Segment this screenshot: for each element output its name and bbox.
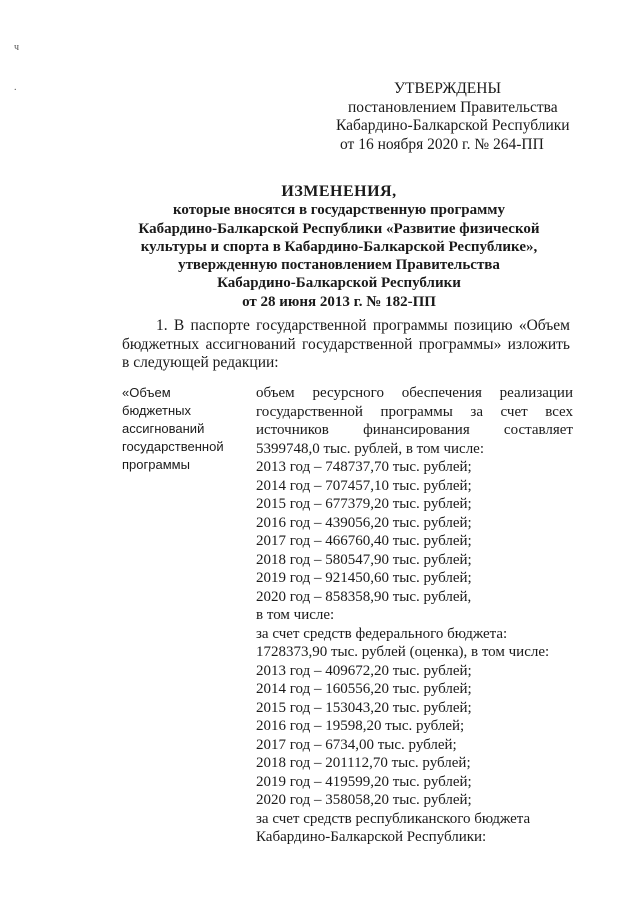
document-title [104, 183, 574, 311]
title-head: ИЗМЕНЕНИЯ, [281, 183, 397, 200]
position-label-line: программы [122, 457, 190, 472]
approval-line-4: от 16 ноября 2020 г. № 264-ПП [340, 135, 544, 153]
scan-mark-bottom: . [14, 82, 17, 93]
funding-details [256, 384, 573, 847]
total-year-row: 2016 год – 439056,20 тыс. рублей; [256, 514, 472, 531]
approval-line-1: УТВЕРЖДЕНЫ [394, 80, 501, 97]
federal-total: 1728373,90 тыс. рублей (оценка), в том числе: [256, 644, 550, 660]
republic-label: Кабардино-Балкарской Республики: [256, 829, 487, 845]
approval-stamp [336, 80, 576, 154]
scan-mark-top: ч [14, 42, 20, 53]
position-label-line: бюджетных [122, 403, 191, 418]
total-year-row: 2019 год – 921450,60 тыс. рублей; [256, 570, 472, 586]
in-that-number: в том числе: [256, 607, 335, 623]
approval-line-3: Кабардино-Балкарской Республики [336, 117, 570, 134]
republic-label: за счет средств республиканского бюджета [256, 810, 531, 827]
title-line: которые вносятся в государственную программу [172, 202, 506, 219]
position-label-line: государственной [122, 439, 224, 454]
federal-year-row: 2015 год – 153043,20 тыс. рублей; [256, 699, 472, 716]
scan-marks [14, 28, 19, 108]
total-year-row: 2020 год – 858358,90 тыс. рублей, [256, 588, 472, 605]
title-line: от 28 июня 2013 г. № 182-ПП [242, 293, 436, 310]
federal-year-row: 2016 год – 19598,20 тыс. рублей; [256, 718, 465, 734]
intro-text: 1. В паспорте государственной программы позицию «Объем бюджетных ассигнований государственной программы» изложить в следующей редакции: [122, 317, 570, 371]
federal-year-row: 2017 год – 6734,00 тыс. рублей; [256, 736, 457, 753]
intro-paragraph [122, 317, 570, 373]
total-year-row: 2015 год – 677379,20 тыс. рублей; [256, 496, 472, 512]
federal-year-row: 2013 год – 409672,20 тыс. рублей; [256, 662, 472, 679]
federal-year-row: 2018 год – 201112,70 тыс. рублей; [256, 755, 471, 771]
position-label [122, 384, 242, 474]
title-line: культуры и спорта в Кабардино-Балкарской Республике», [140, 238, 538, 255]
approval-line-2: постановлением Правительства [348, 98, 558, 116]
position-label-line: «Объем [122, 385, 171, 400]
title-line: утвержденную постановлением Правительства [178, 257, 500, 274]
title-line: Кабардино-Балкарской Республики «Развитие физической [138, 220, 540, 237]
federal-label: за счет средств федерального бюджета: [256, 625, 508, 642]
title-line: Кабардино-Балкарской Республики [217, 275, 461, 292]
position-label-line: ассигнований [122, 421, 205, 436]
total-year-row: 2013 год – 748737,70 тыс. рублей; [256, 459, 472, 475]
federal-year-row: 2020 год – 358058,20 тыс. рублей; [256, 792, 472, 808]
total-year-row: 2017 год – 466760,40 тыс. рублей; [256, 533, 472, 549]
funding-intro: объем ресурсного обеспечения реализации государственной программы за счет всех источников финансирования составляет 5399748,0 тыс. рублей, в том числе: [256, 385, 573, 457]
federal-year-row: 2014 год – 160556,20 тыс. рублей; [256, 681, 472, 697]
total-year-row: 2018 год – 580547,90 тыс. рублей; [256, 551, 472, 568]
total-year-row: 2014 год – 707457,10 тыс. рублей; [256, 477, 472, 494]
federal-year-row: 2019 год – 419599,20 тыс. рублей; [256, 773, 472, 790]
